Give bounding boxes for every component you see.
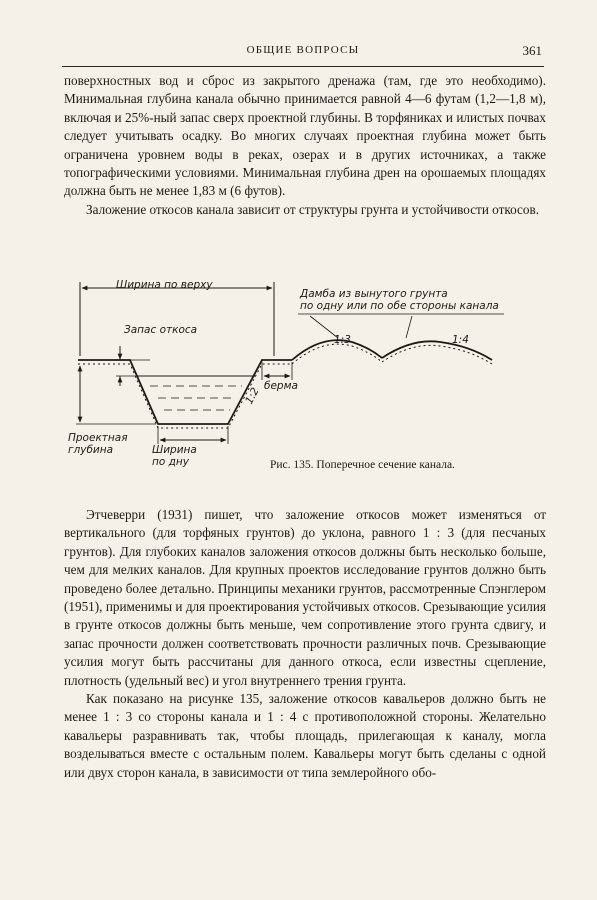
paragraph-etcheverry: Этчеверри (1931) пишет, что заложение откосов может изменяться от вертикального (для торфяных грунтов) до уклона, равного 1 : 3 (для песчаных грунтов). Для глубоких каналов заложения откосов должны быть несколько больше, чем для мелких каналов. Для крупных проектов исследование грунтов должно быть проведено более детально. Принципы механики грунтов, рассмотренные Спэнглером (1951), применимы и для проектирования устойчивых откосов. Срезывающие усилия в грунте откосов должны быть меньше, чем сопротивление этого грунта сдвигу, и запас прочности должен соответствовать прочности различных почв. Срезывающие усилия могут быть рассчитаны для данного откоса, если известны сцепление, плотность (удельный вес) и угол внутреннего трения грунта. [64,507,546,688]
label-design-depth: Проектная глубина [68,432,128,456]
text-block-bottom [64,506,546,782]
text-block-top [64,72,546,219]
spoil-bank-right [382,341,492,360]
label-freeboard: Запас откоса [124,324,198,336]
figure-caption: Рис. 135. Поперечное сечение канала. [270,459,455,471]
paragraph-spoil-banks: Как показано на рисунке 135, заложение откосов кавальеров должно быть не менее 1 : 3 со стороны канала и 1 : 4 с противоположной стороны. Желательно кавальеры разравнивать так, чтобы площадь, прилегающая к каналу, могла возделываться вместе с остальным полем. Кавальеры могут быть сделаны с одной или двух сторон канала, в зависимости от типа землеройного обо- [64,691,546,780]
running-title: ОБЩИЕ ВОПРОСЫ [246,44,360,56]
figure-135 [60,276,540,486]
label-side-slope: 1:2 [243,385,262,407]
page-header [62,44,544,64]
label-bottom-width: Ширина по дну [152,444,197,468]
paragraph-slopes: Заложение откосов канала зависит от структуры грунта и устойчивости откосов. [86,201,539,217]
label-inner-slope: 1:3 [334,334,351,346]
label-berm: берма [264,380,298,392]
page-number: 361 [522,43,542,58]
header-rule [62,66,544,67]
label-top-width: Ширина по верху [116,279,213,291]
label-outer-slope: 1:4 [452,334,469,346]
paragraph-continued: поверхностных вод и сброс из закрытого дренажа (там, где это необходимо). Минимальная глубина канала обычно принимается равной 4—6 футам (1,2—1,8 м), включая и 25%-ный запас сверх проектной глубины. В торфяниках и илистых почвах следует учитывать осадку. Во многих случаях проектная глубина может быть ограничена уровнем воды в реках, озерах и в других источниках, а также топографическими условиями. Минимальная глубина дрен на орошаемых площадях должна быть не менее 1,83 м (6 футов). [64,73,546,199]
label-spoil-bank: Дамба из вынутого грунта по одну или по обе стороны канала [300,288,499,312]
